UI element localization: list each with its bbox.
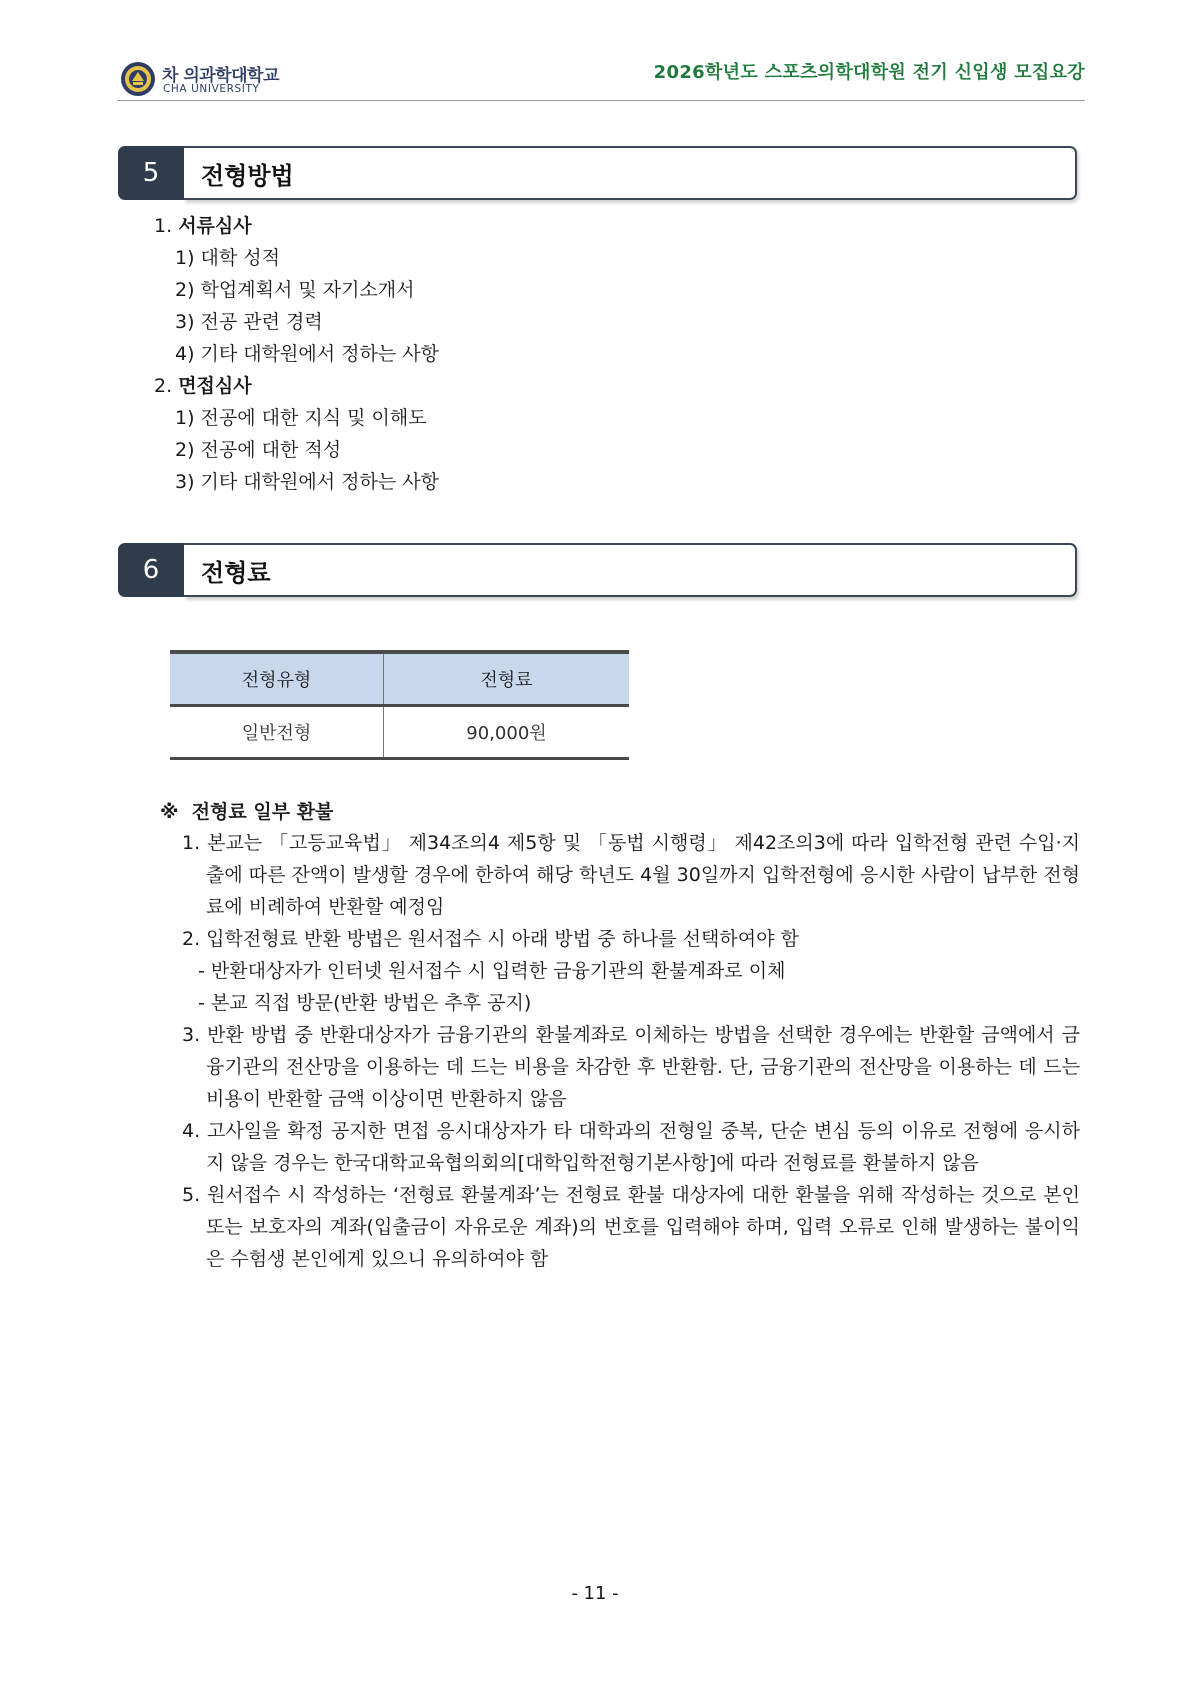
section-title: 전형방법 — [201, 162, 294, 190]
group-label: 서류심사 — [178, 215, 252, 237]
page-number: - 11 - — [571, 1583, 619, 1604]
refund-item: 3. 반환 방법 중 반환대상자가 금융기관의 환불계좌로 이체하는 방법을 선택한 경우에는 반환할 금액에서 금융기관의 전산망을 이용하는 데 드는 비용을 차감한 후 반환함. 단, 금융기관의 전산망을 이용하는 데 드는 비용이 반환할 금액 이상이면 반환하지 않음 — [182, 1024, 1080, 1110]
column-header: 전형유형 — [170, 652, 383, 706]
university-name-english: CHA UNIVERSITY — [163, 83, 260, 95]
refund-subitem: - 반환대상자가 인터넷 원서접수 시 입력한 금융기관의 환불계좌로 이체 — [198, 960, 786, 982]
list-item: 2) 학업계획서 및 자기소개서 — [175, 279, 415, 301]
refund-item: 5. 원서접수 시 작성하는 ‘전형료 환불계좌’는 전형료 환불 대상자에 대한 환불을 위해 작성하는 것으로 본인 또는 보호자의 계좌(입출금이 자유로운 계좌)의 번호를 입력해야 하며, 입력 오류로 인해 발생하는 불이익은 수험생 본인에게 있으니 유의하여야 함 — [182, 1184, 1080, 1270]
table-header-row — [170, 652, 629, 706]
list-item: 2. 면접심사 — [154, 375, 252, 397]
refund-item: 4. 고사일을 확정 공지한 면접 응시대상자가 타 대학과의 전형일 중복, 단순 변심 등의 이유로 전형에 응시하지 않을 경우는 한국대학교육협의회의[대학입학전형기본사항]에 따라 전형료를 환불하지 않음 — [182, 1120, 1080, 1174]
section-number: 6 — [118, 543, 184, 597]
document-title: 2026학년도 스포츠의학대학원 전기 신입생 모집요강 — [653, 62, 1085, 83]
table-cell: 90,000원 — [383, 706, 629, 759]
list-item: 3) 기타 대학원에서 정하는 사항 — [175, 471, 439, 493]
table-cell: 일반전형 — [170, 706, 383, 759]
list-item: 4) 기타 대학원에서 정하는 사항 — [175, 343, 439, 365]
column-header: 전형료 — [383, 652, 629, 706]
section-number: 5 — [118, 146, 184, 200]
section-title: 전형료 — [201, 559, 271, 587]
refund-item: 2. 입학전형료 반환 방법은 원서접수 시 아래 방법 중 하나를 선택하여야 함 — [182, 928, 799, 950]
table-row — [170, 706, 629, 759]
refund-list — [182, 827, 1080, 1275]
university-seal-icon — [120, 61, 156, 97]
list-item: 1. 서류심사 — [154, 215, 252, 237]
list-item: 3) 전공 관련 경력 — [175, 311, 323, 333]
refund-title: ※ 전형료 일부 환불 — [160, 801, 334, 823]
refund-subitem: - 본교 직접 방문(반환 방법은 추후 공지) — [198, 992, 532, 1014]
fee-table — [170, 650, 629, 760]
list-item: 1) 대학 성적 — [175, 247, 280, 269]
university-name-korean: 차 의과학대학교 — [162, 66, 279, 86]
section-title-box — [184, 543, 1077, 597]
list-item: 2) 전공에 대한 적성 — [175, 439, 342, 461]
section-6-heading — [118, 543, 1077, 595]
list-item: 1) 전공에 대한 지식 및 이해도 — [175, 407, 427, 429]
section-title-box — [184, 146, 1077, 200]
refund-item: 1. 본교는 「고등교육법」 제34조의4 제5항 및 「동법 시행령」 제42조의3에 따라 입학전형 관련 수입·지출에 따른 잔액이 발생할 경우에 한하여 해당 학년도 4월 30일까지 입학전형에 응시한 사람이 납부한 전형료에 비례하여 반환할 예정임 — [182, 832, 1080, 918]
page-header — [117, 56, 1085, 101]
group-label: 면접심사 — [178, 375, 252, 397]
section-5-heading — [118, 146, 1077, 198]
